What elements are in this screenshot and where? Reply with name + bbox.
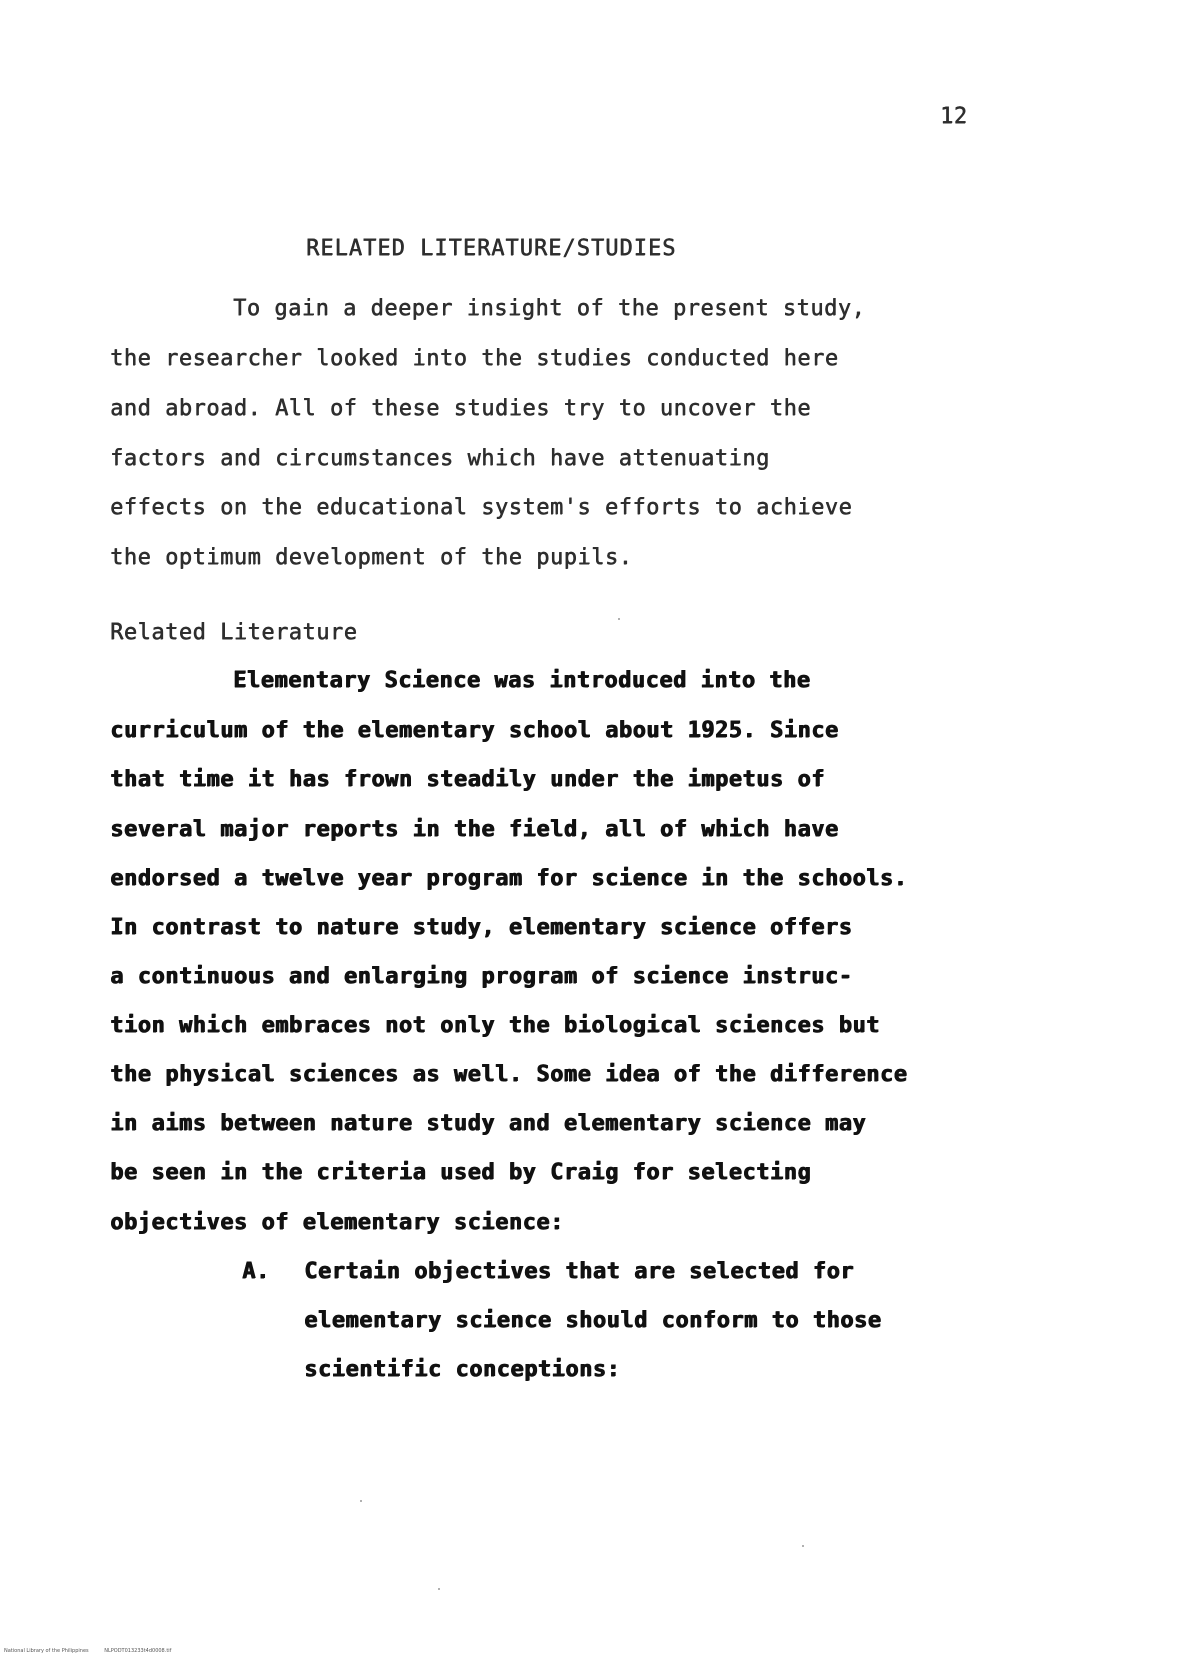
literature-line-1: Elementary Science was introduced into the [233, 668, 811, 693]
literature-line-3: that time it has frown steadily under the impetus of [110, 767, 825, 792]
footer-library: National Library of the Philippines [4, 1648, 89, 1654]
literature-line-2: curriculum of the elementary school about 1925. Since [110, 718, 839, 743]
subheading-related-literature: Related Literature [110, 620, 358, 645]
intro-line-3: and abroad. All of these studies try to uncover the [110, 396, 812, 421]
literature-line-11: be seen in the criteria used by Craig for selecting [110, 1160, 812, 1185]
list-item-marker: A. [242, 1259, 270, 1284]
list-item-line-3: scientific conceptions: [304, 1357, 621, 1382]
intro-line-2: the researcher looked into the studies conducted here [110, 346, 839, 371]
intro-line-6: the optimum development of the pupils. [110, 545, 633, 570]
footer-file: NLPODT013233t4d0008.tif [104, 1648, 172, 1654]
scan-speck [360, 1500, 362, 1502]
literature-line-6: In contrast to nature study, elementary science offers [110, 915, 853, 940]
section-heading: RELATED LITERATURE/STUDIES [306, 236, 677, 261]
scan-speck [438, 1588, 440, 1590]
scan-speck [802, 1545, 804, 1547]
intro-line-1: To gain a deeper insight of the present study, [233, 296, 866, 321]
intro-line-5: effects on the educational system's efforts to achieve [110, 495, 853, 520]
literature-line-7: a continuous and enlarging program of science instruc- [110, 964, 853, 989]
literature-line-10: in aims between nature study and elementary science may [110, 1111, 866, 1136]
scan-speck [618, 618, 620, 620]
scan-footer [4, 1648, 185, 1654]
page-number: 12 [940, 104, 968, 129]
intro-line-4: factors and circumstances which have attenuating [110, 446, 770, 471]
literature-line-5: endorsed a twelve year program for science in the schools. [110, 866, 908, 891]
literature-line-12: objectives of elementary science: [110, 1210, 564, 1235]
list-item-line-1: Certain objectives that are selected for [304, 1259, 854, 1284]
literature-line-9: the physical sciences as well. Some idea of the difference [110, 1062, 908, 1087]
literature-line-4: several major reports in the field, all of which have [110, 817, 839, 842]
literature-line-8: tion which embraces not only the biological sciences but [110, 1013, 880, 1038]
list-item-line-2: elementary science should conform to those [304, 1308, 882, 1333]
